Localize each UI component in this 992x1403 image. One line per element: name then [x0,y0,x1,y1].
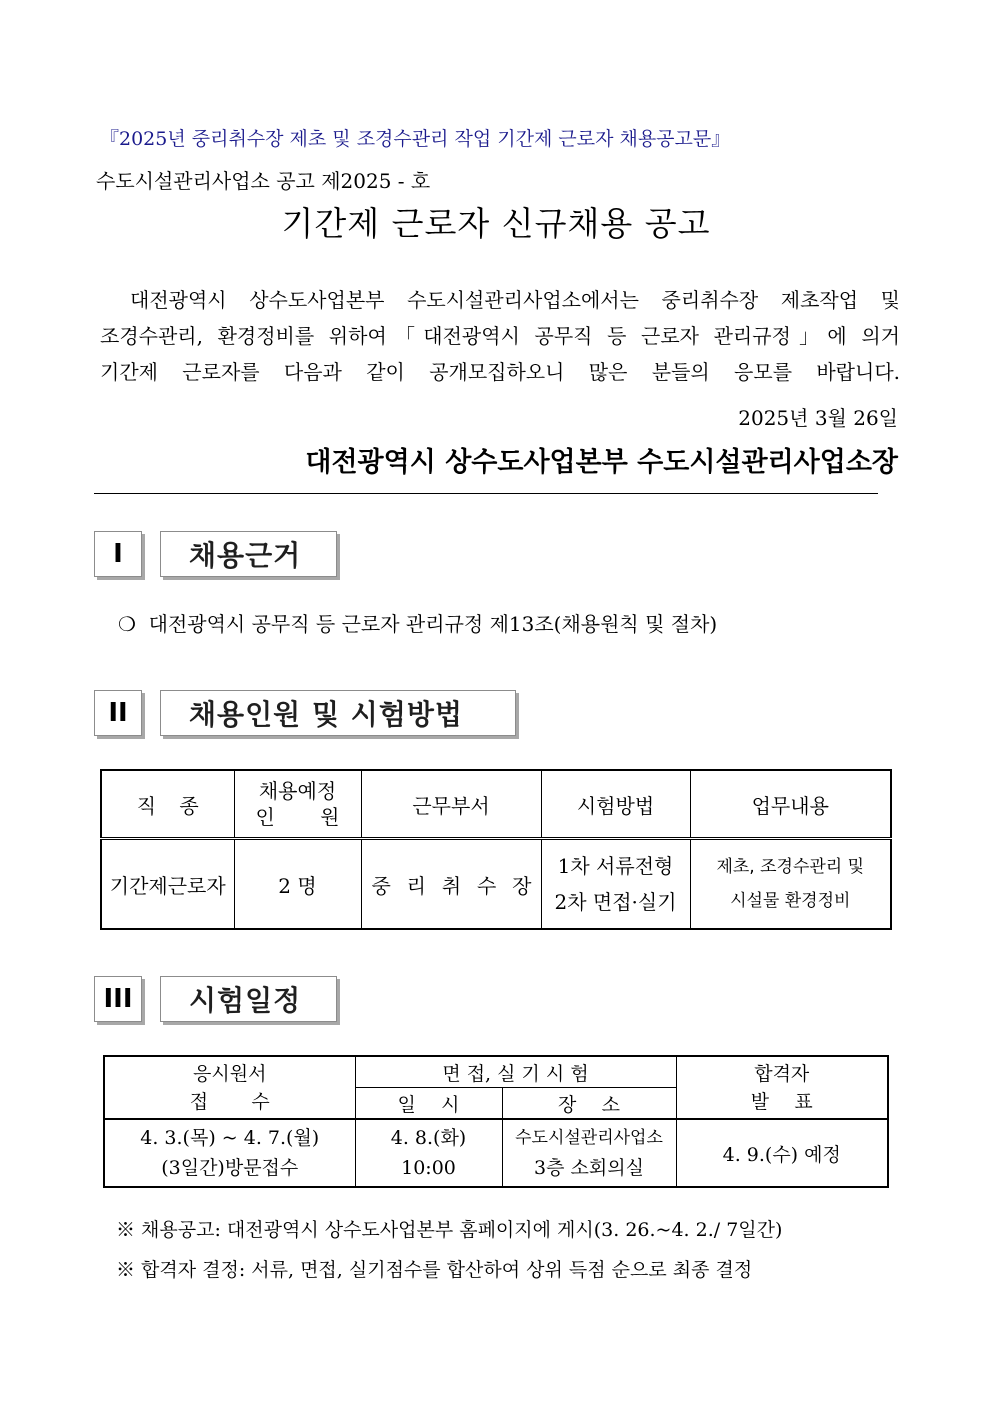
cell-place: 수도시설관리사업소 3층 소회의실 [502,1119,676,1187]
schedule-table [103,1055,889,1188]
bullet-icon: ❍ [118,612,136,636]
intro-line-3: 기간제 근로자를 다음과 같이 공개모집하오니 많은 분들의 응모를 바랍니다. [100,360,900,384]
section-2-number: II [94,690,142,736]
header-exam: 면 접, 실 기 시 험 [355,1056,676,1088]
section-3-number: III [94,976,142,1022]
note-announcement: ※ 채용공고: 대전광역시 상수도사업본부 홈페이지에 게시(3. 26.~4. 2./ 7일간) [116,1219,783,1241]
header-result: 합격자 발 표 [676,1056,888,1119]
page-title: 기간제 근로자 신규채용 공고 [281,204,711,243]
notice-date: 2025년 3월 26일 [738,406,898,430]
header-datetime: 일 시 [355,1088,502,1120]
cell-job: 기간제근로자 [101,839,234,930]
header-duty: 업무내용 [690,770,891,839]
header-place: 장 소 [502,1088,676,1120]
cell-result: 4. 9.(수) 예정 [676,1119,888,1187]
section-3-title: 시험일정 [160,976,337,1022]
intro-line-1: 대전광역시 상수도사업본부 수도시설관리사업소에서는 중리취수장 제초작업 및 [130,288,900,312]
cell-method: 1차 서류전형 2차 면접·실기 [541,839,690,930]
divider [94,493,878,494]
header-apply: 응시원서 접 수 [104,1056,355,1119]
cell-apply: 4. 3.(목) ~ 4. 7.(월) (3일간)방문접수 [104,1119,355,1187]
document-subject-title: 『2025년 중리취수장 제초 및 조경수관리 작업 기간제 근로자 채용공고문』 [100,128,731,150]
section-1-number: I [94,531,142,577]
section-2-title: 채용인원 및 시험방법 [160,690,516,736]
basis-text: 대전광역시 공무직 등 근로자 관리규정 제13조(채용원칙 및 절차) [148,612,718,636]
cell-duty: 제초, 조경수관리 및 시설물 환경정비 [690,839,891,930]
header-method: 시험방법 [541,770,690,839]
intro-line-2: 조경수관리, 환경정비를 위하여「대전광역시 공무직 등 근로자 관리규정」에 의거 [100,324,900,348]
cell-count: 2 명 [234,839,361,930]
notice-number: 수도시설관리사업소 공고 제2025 - 호 [96,169,431,193]
header-count: 채용예정 인 원 [234,770,361,839]
cell-dept: 중 리 취 수 장 [361,839,541,930]
header-job: 직 종 [101,770,234,839]
recruitment-table [100,769,892,930]
cell-datetime: 4. 8.(화) 10:00 [355,1119,502,1187]
section-1-title: 채용근거 [160,531,337,577]
header-dept: 근무부서 [361,770,541,839]
basis-item [118,608,717,637]
issuer-name: 대전광역시 상수도사업본부 수도시설관리사업소장 [305,447,898,478]
note-selection: ※ 합격자 결정: 서류, 면접, 실기점수를 합산하여 상위 득점 순으로 최종 결정 [116,1259,753,1281]
